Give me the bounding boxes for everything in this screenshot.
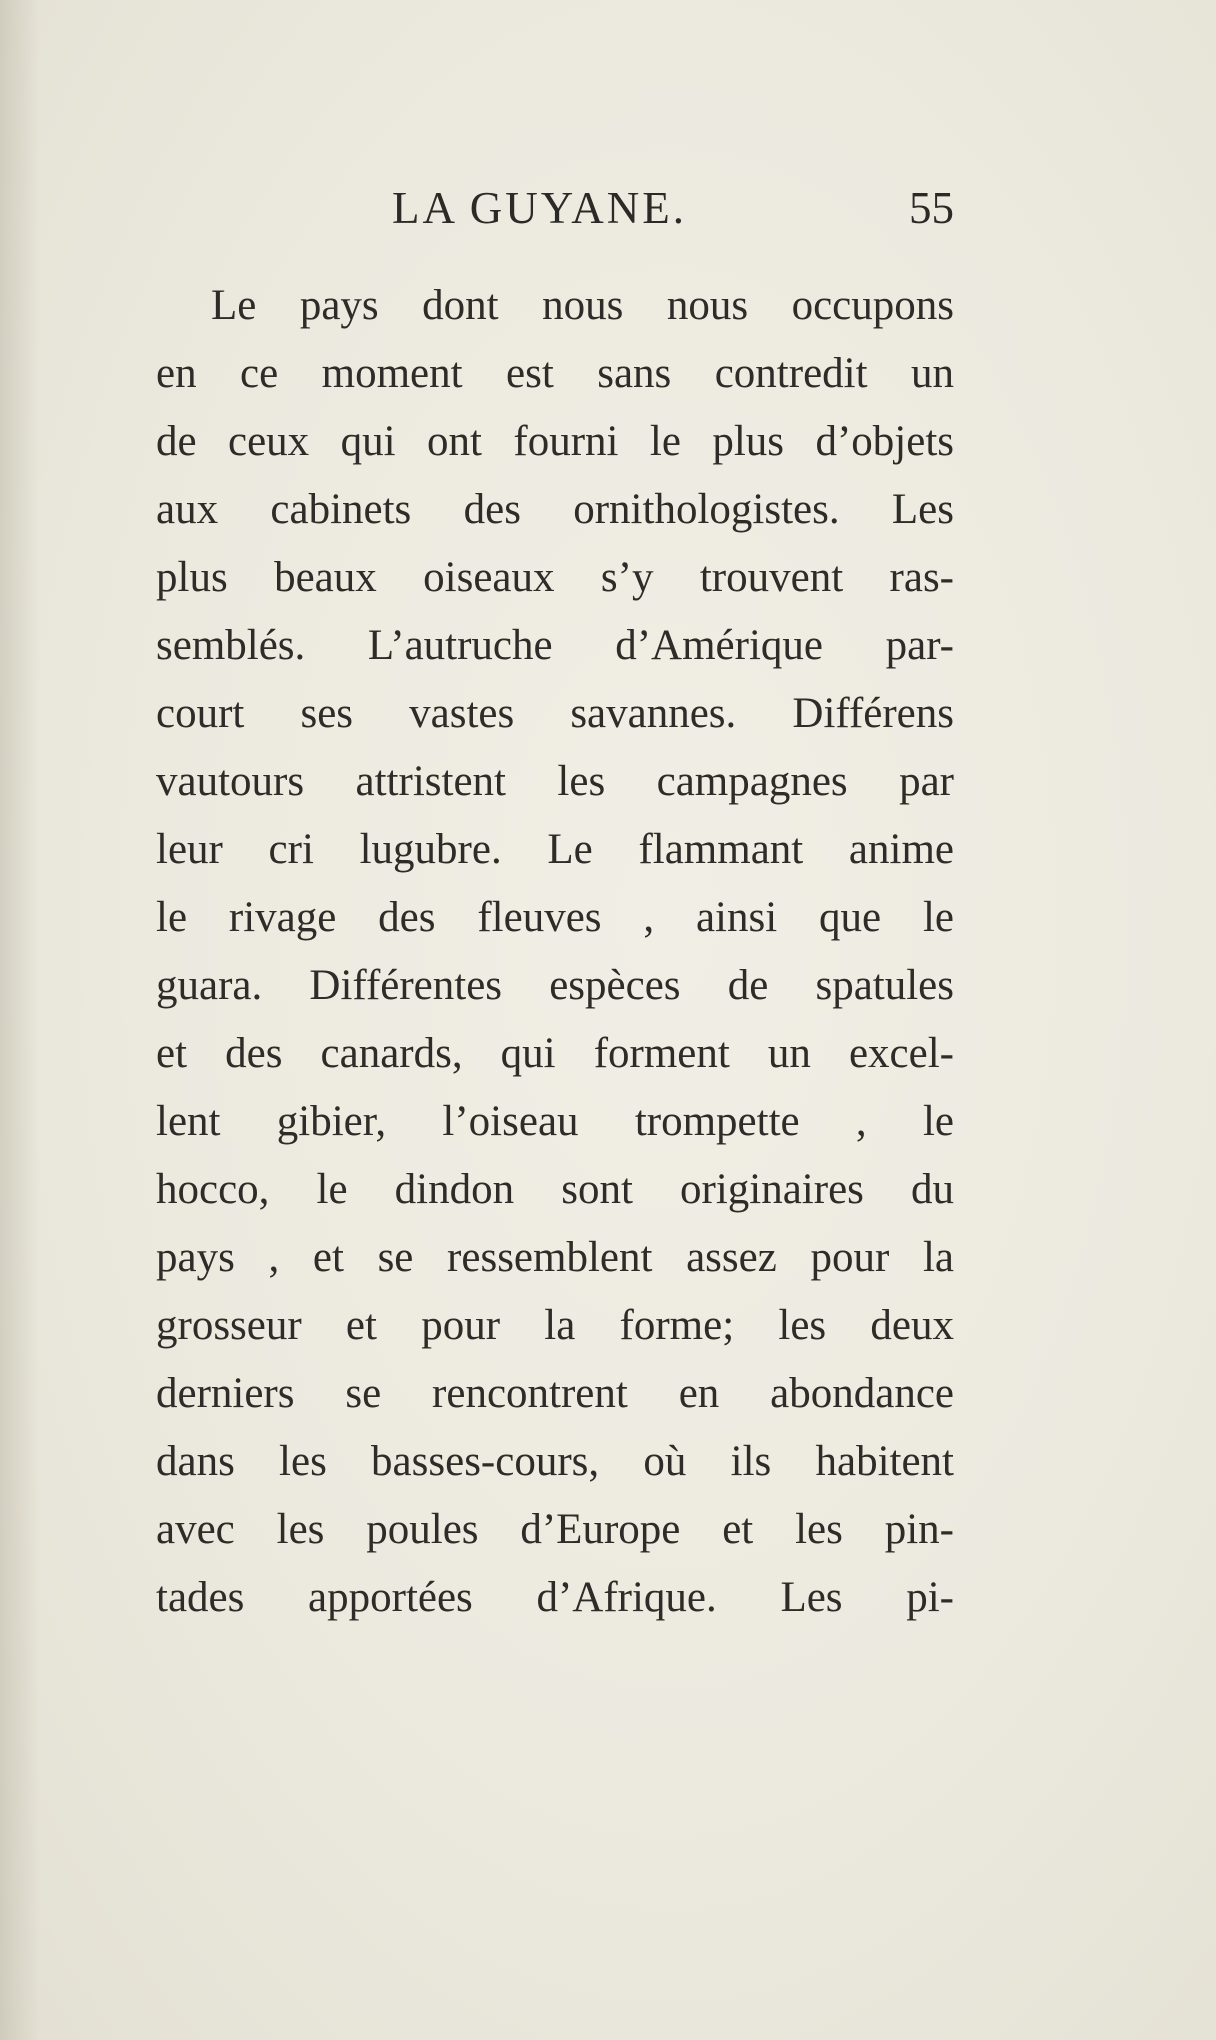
text-line: en ce moment est sans contredit un (156, 350, 954, 397)
text-line: dans les basses-cours, où ils habitent (156, 1438, 954, 1485)
text-line: aux cabinets des ornithologistes. Les (156, 486, 954, 533)
text-line: tades apportées d’Afrique. Les pi- (156, 1574, 954, 1621)
page-number: 55 (909, 183, 954, 233)
text-line: le rivage des fleuves , ainsi que le (156, 894, 954, 941)
gutter-shadow (0, 0, 40, 2040)
text-line: avec les poules d’Europe et les pin- (156, 1506, 954, 1553)
text-line: lent gibier, l’oiseau trompette , le (156, 1098, 954, 1145)
text-line: guara. Différentes espèces de spatules (156, 962, 954, 1009)
page-header (156, 182, 954, 242)
text-line: Le pays dont nous nous occupons (211, 282, 954, 329)
text-line: semblés. L’autruche d’Amérique par- (156, 622, 954, 669)
running-title: LA GUYANE. (392, 183, 687, 233)
text-line: vautours attristent les campagnes par (156, 758, 954, 805)
text-line: de ceux qui ont fourni le plus d’objets (156, 418, 954, 465)
text-line: et des canards, qui forment un excel- (156, 1030, 954, 1077)
text-line: pays , et se ressemblent assez pour la (156, 1234, 954, 1281)
body-text (156, 272, 954, 1632)
text-line: court ses vastes savannes. Différens (156, 690, 954, 737)
text-line: leur cri lugubre. Le flammant anime (156, 826, 954, 873)
text-line: derniers se rencontrent en abondance (156, 1370, 954, 1417)
text-line: plus beaux oiseaux s’y trouvent ras- (156, 554, 954, 601)
text-line: hocco, le dindon sont originaires du (156, 1166, 954, 1213)
text-line: grosseur et pour la forme; les deux (156, 1302, 954, 1349)
